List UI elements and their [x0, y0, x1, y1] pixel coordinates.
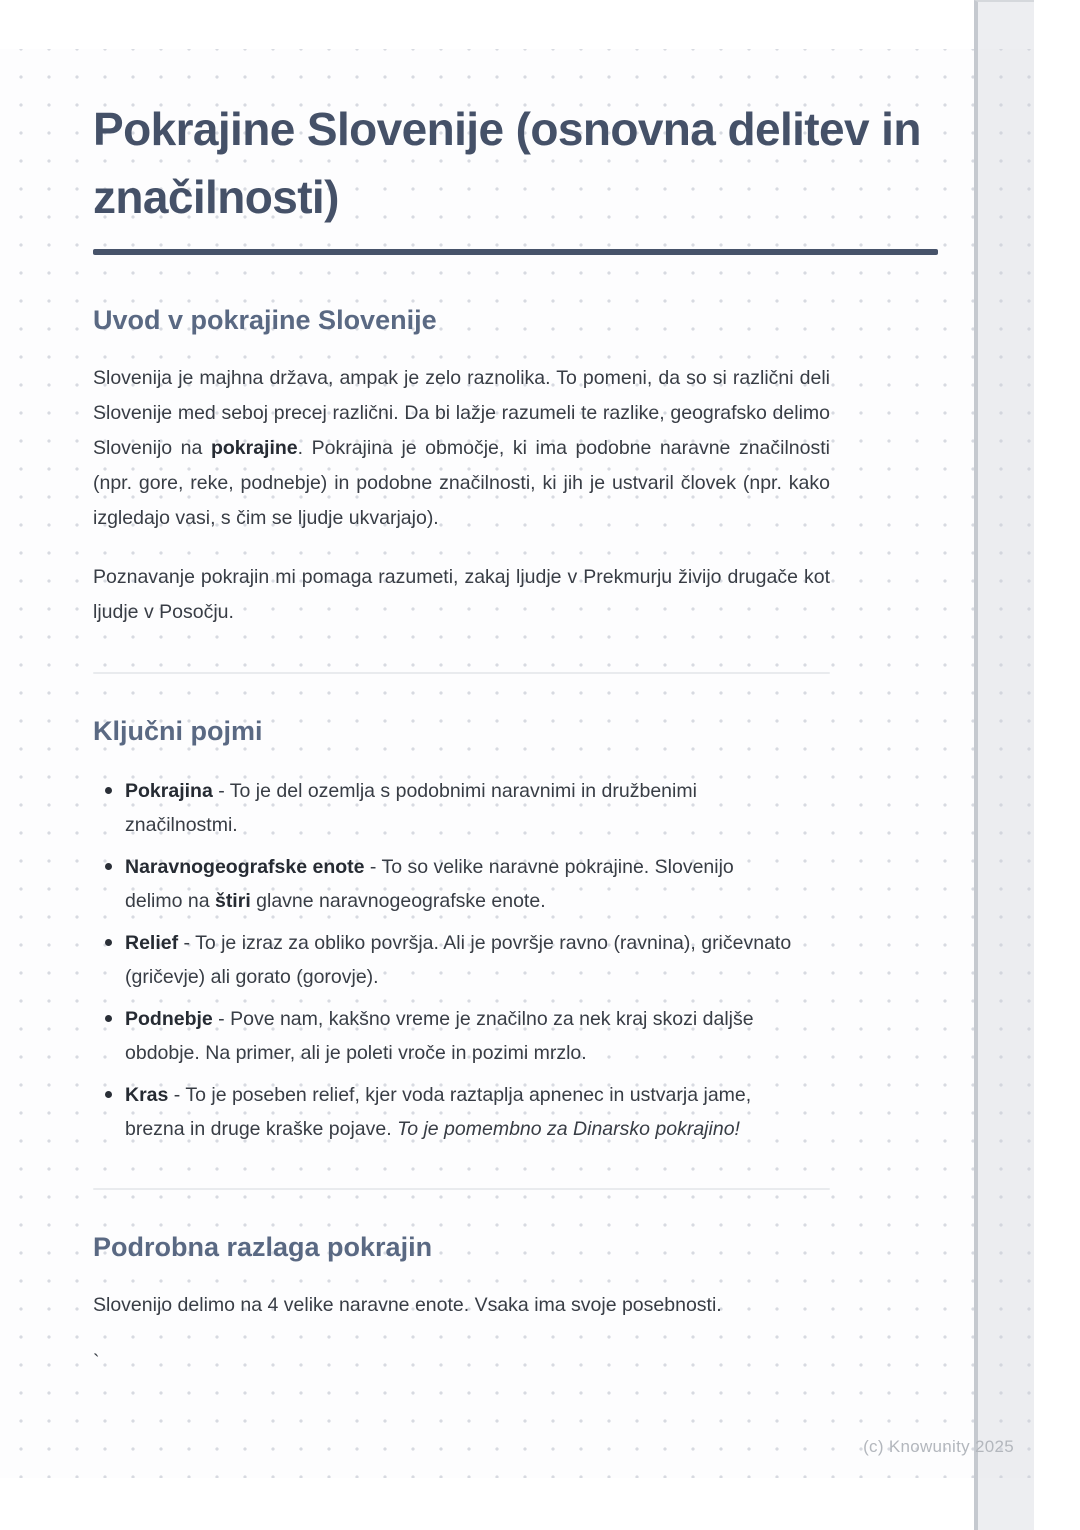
key-term-item: Pokrajina - To je del ozemlja s podobnimi naravnimi in družbenimi značilnostmi.	[93, 774, 793, 842]
key-terms-list	[93, 774, 793, 1146]
section-heading-detail: Podrobna razlaga pokrajin	[93, 1232, 433, 1262]
key-term-item: Naravnogeografske enote - To so velike naravne pokrajine. Slovenijo delimo na štiri glavne naravnogeografske enote.	[93, 850, 793, 918]
title-underline	[93, 249, 938, 255]
watermark-text: (c) Knowunity 2025	[863, 1437, 1014, 1456]
section-divider	[93, 1188, 830, 1190]
section-divider	[93, 672, 830, 674]
page-content	[93, 49, 938, 1374]
section-heading-intro: Uvod v pokrajine Slovenije	[93, 305, 437, 335]
detail-paragraph: Slovenijo delimo na 4 velike naravne enote. Vsaka ima svoje posebnosti.	[93, 1294, 722, 1316]
stray-character: `	[93, 1351, 100, 1373]
intro-paragraph-1: Slovenija je majhna država, ampak je zelo raznolika. To pomeni, da so si različni deli Slovenije med seboj precej različni. Da bi lažje razumeli te razlike, geografsko delimo Slovenijo na pokrajine. Pokrajina je območje, ki ima podobne naravne značilnosti (npr. gore, reke, podnebje) in podobne značilnosti, ki jih je ustvaril človek (npr. kako izgledajo vasi, s čim se ljudje ukvarjajo).	[93, 367, 830, 529]
page-title: Pokrajine Slovenije (osnovna delitev in značilnosti)	[93, 103, 921, 223]
key-term-item: Relief - To je izraz za obliko površja. Ali je površje ravno (ravnina), gričevnato (gričevje) ali gorato (gorovje).	[93, 926, 793, 994]
section-heading-key-terms: Ključni pojmi	[93, 716, 263, 746]
key-term-item: Podnebje - Pove nam, kakšno vreme je značilno za nek kraj skozi daljše obdobje. Na primer, ali je poleti vroče in pozimi mrzlo.	[93, 1002, 793, 1070]
note-page	[0, 49, 1034, 1478]
next-page-edge	[974, 0, 1034, 1530]
key-term-item: Kras - To je poseben relief, kjer voda raztaplja apnenec in ustvarja jame, brezna in druge kraške pojave. To je pomembno za Dinarsko pokrajino!	[93, 1078, 793, 1146]
intro-paragraph-2: Poznavanje pokrajin mi pomaga razumeti, zakaj ljudje v Prekmurju živijo drugače kot ljudje v Posočju.	[93, 566, 830, 623]
